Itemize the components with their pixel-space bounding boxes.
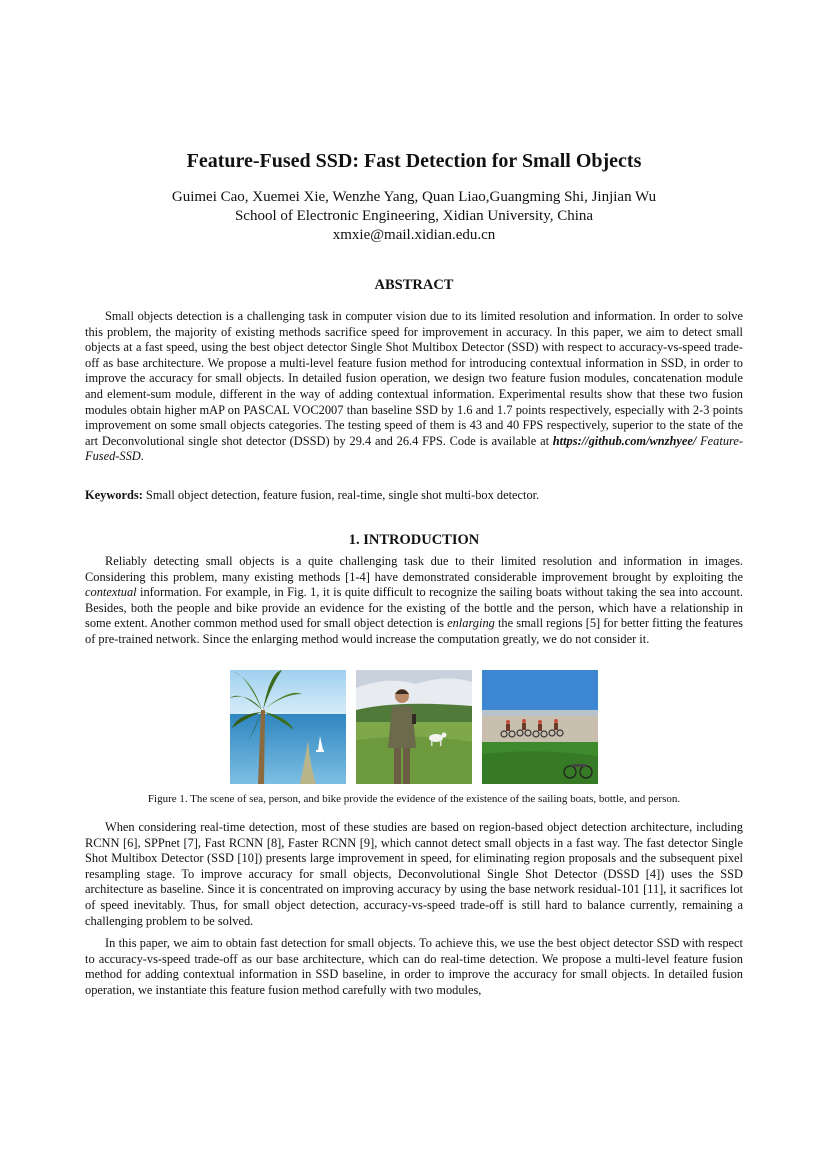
author-list: Guimei Cao, Xuemei Xie, Wenzhe Yang, Quan Liao,Guangming Shi, Jinjian Wu xyxy=(171,189,657,205)
code-link[interactable]: https://github.com/wnzhyee/ xyxy=(552,433,697,448)
keywords-text: Small object detection, feature fusion, real-time, single shot multi-box detector. xyxy=(142,488,540,502)
intro-p1-text-a: Reliably detecting small objects is a quite challenging task due to their limited resolution and information in images. Considering this problem, many existing methods [1-4] have demonstrated considerable improvement brought by exploiting the xyxy=(85,554,743,584)
author-email: xmxie@mail.xidian.edu.cn xyxy=(332,227,496,243)
intro-paragraph-3: In this paper, we aim to obtain fast detection for small objects. To achieve this, we use the best object detector SSD with respect to accuracy-vs-speed trade-off as our base architecture, which can do real-time detection. We propose a multi-level feature fusion method for adding contextual information in SSD baseline, in order to improve the accuracy for small objects. In detailed fusion operation, we instantiate this feature fusion method carefully with two modules, xyxy=(85,936,743,997)
intro-paragraph-1 xyxy=(85,554,743,648)
introduction-heading: 1. INTRODUCTION xyxy=(348,532,480,548)
intro-p1-text-c: the small regions [5] for better fitting the features of pre-trained network. Since the enlarging method would increase the computation greatly, we do not consider it. xyxy=(85,616,743,646)
intro-paragraph-2: When considering real-time detection, most of these studies are based on region-based object detection architecture, including RCNN [6], SPPnet [7], Fast RCNN [8], Faster RCNN [9], which cannot detect small objects in a fast way. The fast detector Single Shot Multibox Detector (SSD [10]) presents large improvement in speed, for eliminating region proposals and the subsequent pixel resampling stage. To improve accuracy for small objects, Deconvolutional Single Shot Detector (DSSD [4]) uses the SSD architecture as baseline. Since it is concentrated on improving accuracy by using the base network residual-101 [11], it sacrifices lot of speed inevitably. Thus, for small object detection, accuracy-vs-speed trade-off is still hard to balance currently, remaining a challenging problem to be solved. xyxy=(85,820,743,928)
paper-title: Feature-Fused SSD: Fast Detection for Small Objects xyxy=(186,150,642,172)
intro-p1-text-b: information. For example, in Fig. 1, it is quite difficult to recognize the sailing boats without taking the sea into account. Besides, both the people and bike provide an evidence for the existing of the bottle and the person, which have a relationship in some extent. Another common method used for small object detection is xyxy=(85,585,743,631)
abstract-text: Small objects detection is a challenging task in computer vision due to its limited resolution and information. In order to solve this problem, the majority of existing methods sacrifice speed for improvement in accuracy. In this paper, we aim to detect small objects at a fast speed, using the best object detector Single Shot Multibox Detector (SSD) with respect to accuracy-vs-speed trade-off as base architecture. We propose a multi-level feature fusion method for introducing contextual information in SSD, in order to improve the accuracy for small objects. In detailed fusion operation, we design two feature fusion modules, concatenation module and element-sum module, different in the way of adding contextual information. Experimental results show that these two fusion modules obtain higher mAP on PASCAL VOC2007 than baseline SSD by 1.6 and 1.7 points respectively, especially with 2-3 points improvement on some small objects categories. The testing speed of them is 43 and 40 FPS respectively, superior to the state of the art Deconvolutional single shot detector (DSSD) by 29.4 and 26.4 FPS. Code is available at xyxy=(85,309,743,448)
abstract-end: . xyxy=(140,449,144,464)
intro-p1-contextual: contextual xyxy=(85,585,137,600)
abstract-body xyxy=(85,309,743,465)
abstract-heading: ABSTRACT xyxy=(374,277,454,293)
figure-image-person xyxy=(356,670,472,784)
keywords-label: Keywords: xyxy=(85,488,143,502)
intro-p1-enlarging: enlarging xyxy=(447,616,495,631)
figure-image-bike xyxy=(482,670,598,784)
affiliation: School of Electronic Engineering, Xidian University, China xyxy=(234,208,594,224)
code-link-continued[interactable]: Feature-Fused-SSD xyxy=(85,433,743,464)
figure-image-sea xyxy=(230,670,346,784)
figure-caption: Figure 1. The scene of sea, person, and bike provide the evidence of the existence of the sailing boats, bottle, and person. xyxy=(147,793,681,805)
keywords-line xyxy=(85,488,743,504)
